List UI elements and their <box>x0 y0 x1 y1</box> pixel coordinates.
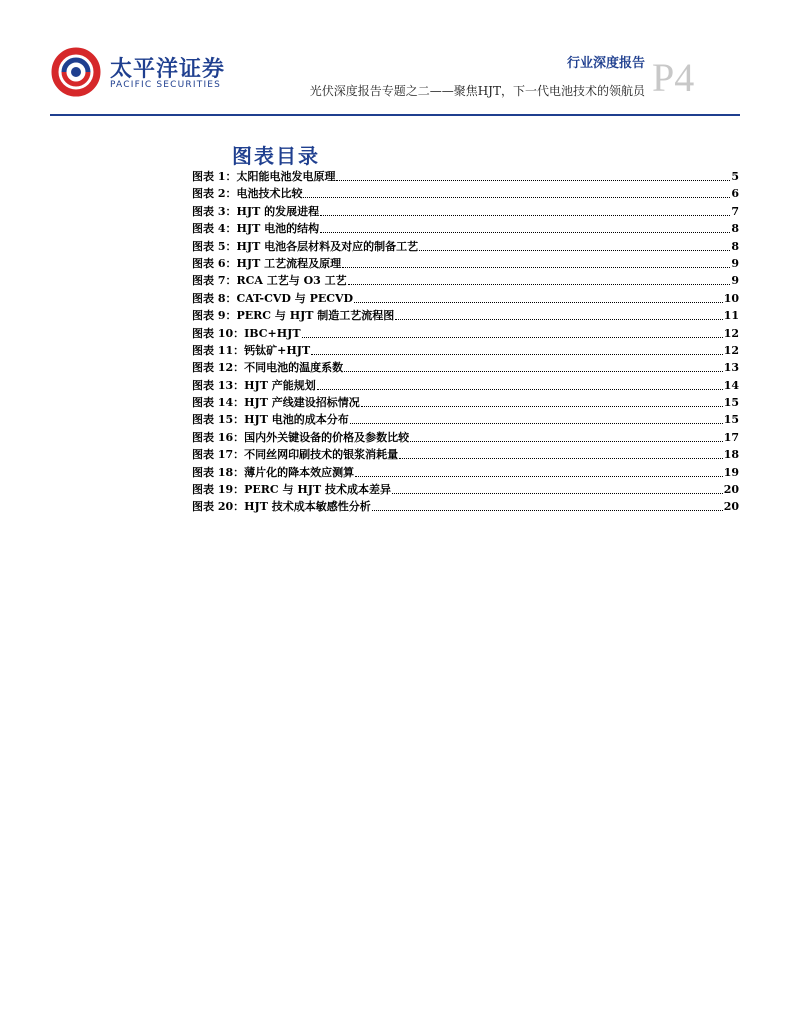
toc-entry-label: 图表 17：不同丝网印刷技术的银浆消耗量 <box>192 448 399 462</box>
toc-entry[interactable] <box>192 376 739 393</box>
toc-entry-page: 13 <box>723 361 739 375</box>
toc-dot-leader <box>348 272 731 285</box>
header-divider <box>50 114 740 116</box>
toc-entry-label: 图表 20：HJT 技术成本敏感性分析 <box>192 500 371 514</box>
toc-entry-page: 9 <box>731 274 739 288</box>
toc-entry-label: 图表 12：不同电池的温度系数 <box>192 361 344 375</box>
toc-title: 图表目录 <box>232 144 320 168</box>
toc-entry-label: 图表 11：钙钛矿+HJT <box>192 343 311 357</box>
toc-dot-leader <box>392 481 723 494</box>
company-name-en: PACIFIC SECURITIES <box>110 80 222 90</box>
toc-entry-label: 图表 3：HJT 的发展进程 <box>192 204 320 218</box>
toc-dot-leader <box>399 446 723 459</box>
toc-entry-page: 20 <box>723 500 739 514</box>
toc-entry[interactable] <box>192 289 739 306</box>
toc-entry-page: 15 <box>723 396 739 410</box>
toc-entry[interactable] <box>192 219 739 236</box>
toc-entry-page: 9 <box>731 256 739 270</box>
toc-dot-leader <box>302 325 723 338</box>
toc-entry-page: 19 <box>723 465 739 479</box>
toc-entry-page: 11 <box>723 309 739 323</box>
toc-dot-leader <box>419 238 730 251</box>
toc-entry-page: 14 <box>723 378 739 392</box>
toc-entry-label: 图表 16：国内外关键设备的价格及参数比较 <box>192 430 410 444</box>
report-type: 行业深度报告 <box>566 56 645 71</box>
toc-entry[interactable] <box>192 167 739 184</box>
toc-entry-page: 18 <box>723 448 739 462</box>
toc-entry-label: 图表 19：PERC 与 HJT 技术成本差异 <box>192 483 391 497</box>
toc-entry-page: 5 <box>731 170 739 183</box>
toc-entry[interactable] <box>192 410 739 427</box>
toc-entry-page: 12 <box>723 343 739 357</box>
toc-entry[interactable] <box>192 254 739 271</box>
toc-entry[interactable] <box>192 271 739 288</box>
toc-dot-leader <box>354 290 723 303</box>
toc-entry[interactable] <box>192 445 739 462</box>
toc-dot-leader <box>350 411 723 424</box>
toc-entry[interactable] <box>192 306 739 323</box>
toc-dot-leader <box>361 394 723 407</box>
toc-entry[interactable] <box>192 341 739 358</box>
company-logo <box>50 42 230 104</box>
toc-entry[interactable] <box>192 324 739 341</box>
toc-entry[interactable] <box>192 393 739 410</box>
pacific-securities-logo-icon <box>50 46 102 98</box>
company-name-cn: 太平洋证券 <box>110 57 226 82</box>
report-subtitle: 光伏深度报告专题之二——聚焦HJT，下一代电池技术的领航员 <box>309 84 645 98</box>
toc-entry[interactable] <box>192 428 739 445</box>
toc-entry-label: 图表 5：HJT 电池各层材料及对应的制备工艺 <box>192 239 419 253</box>
toc-entry-page: 17 <box>723 430 739 444</box>
toc-entry-label: 图表 4：HJT 电池的结构 <box>192 222 320 236</box>
toc-dot-leader <box>342 255 730 268</box>
toc-entry-label: 图表 14：HJT 产线建设招标情况 <box>192 396 360 410</box>
toc-entry-label: 图表 7：RCA 工艺与 O3 工艺 <box>192 274 347 288</box>
toc-entry-label: 图表 2：电池技术比较 <box>192 187 303 201</box>
toc-entry-label: 图表 13：HJT 产能规划 <box>192 378 316 392</box>
toc-entry[interactable] <box>192 497 739 514</box>
toc-entry[interactable] <box>192 184 739 201</box>
toc-entry-page: 7 <box>731 204 739 218</box>
toc-entry[interactable] <box>192 480 739 497</box>
toc-entry-page: 6 <box>731 187 739 201</box>
toc-entry-label: 图表 10：IBC+HJT <box>192 326 301 340</box>
toc-dot-leader <box>395 307 722 320</box>
toc-entry-label: 图表 18：薄片化的降本效应测算 <box>192 465 355 479</box>
toc-entry-label: 图表 15：HJT 电池的成本分布 <box>192 413 349 427</box>
toc-dot-leader <box>372 498 723 511</box>
toc-dot-leader <box>303 185 730 198</box>
toc-entry-page: 15 <box>723 413 739 427</box>
toc-dot-leader <box>355 464 723 477</box>
toc-dot-leader <box>410 429 723 442</box>
toc-entry[interactable] <box>192 463 739 480</box>
toc-entry-label: 图表 6：HJT 工艺流程及原理 <box>192 256 342 270</box>
toc-entry-page: 10 <box>723 291 739 305</box>
toc-entry-page: 8 <box>731 222 739 236</box>
toc-dot-leader <box>344 359 723 372</box>
toc-dot-leader <box>317 377 723 390</box>
toc-entry-label: 图表 9：PERC 与 HJT 制造工艺流程图 <box>192 309 395 323</box>
toc-dot-leader <box>320 220 730 233</box>
toc-entry-label: 图表 8：CAT-CVD 与 PECVD <box>192 291 354 305</box>
toc-entry[interactable] <box>192 202 739 219</box>
toc-dot-leader <box>336 168 730 181</box>
toc-entry-page: 12 <box>723 326 739 340</box>
page-label: P4 <box>652 55 695 100</box>
toc-entry-page: 8 <box>731 239 739 253</box>
toc-entry-page: 20 <box>723 483 739 497</box>
toc-entry-label: 图表 1：太阳能电池发电原理 <box>192 170 336 183</box>
toc-list <box>192 167 739 515</box>
toc-dot-leader <box>320 203 730 216</box>
toc-entry[interactable] <box>192 358 739 375</box>
toc-dot-leader <box>311 342 723 355</box>
toc-entry[interactable] <box>192 237 739 254</box>
